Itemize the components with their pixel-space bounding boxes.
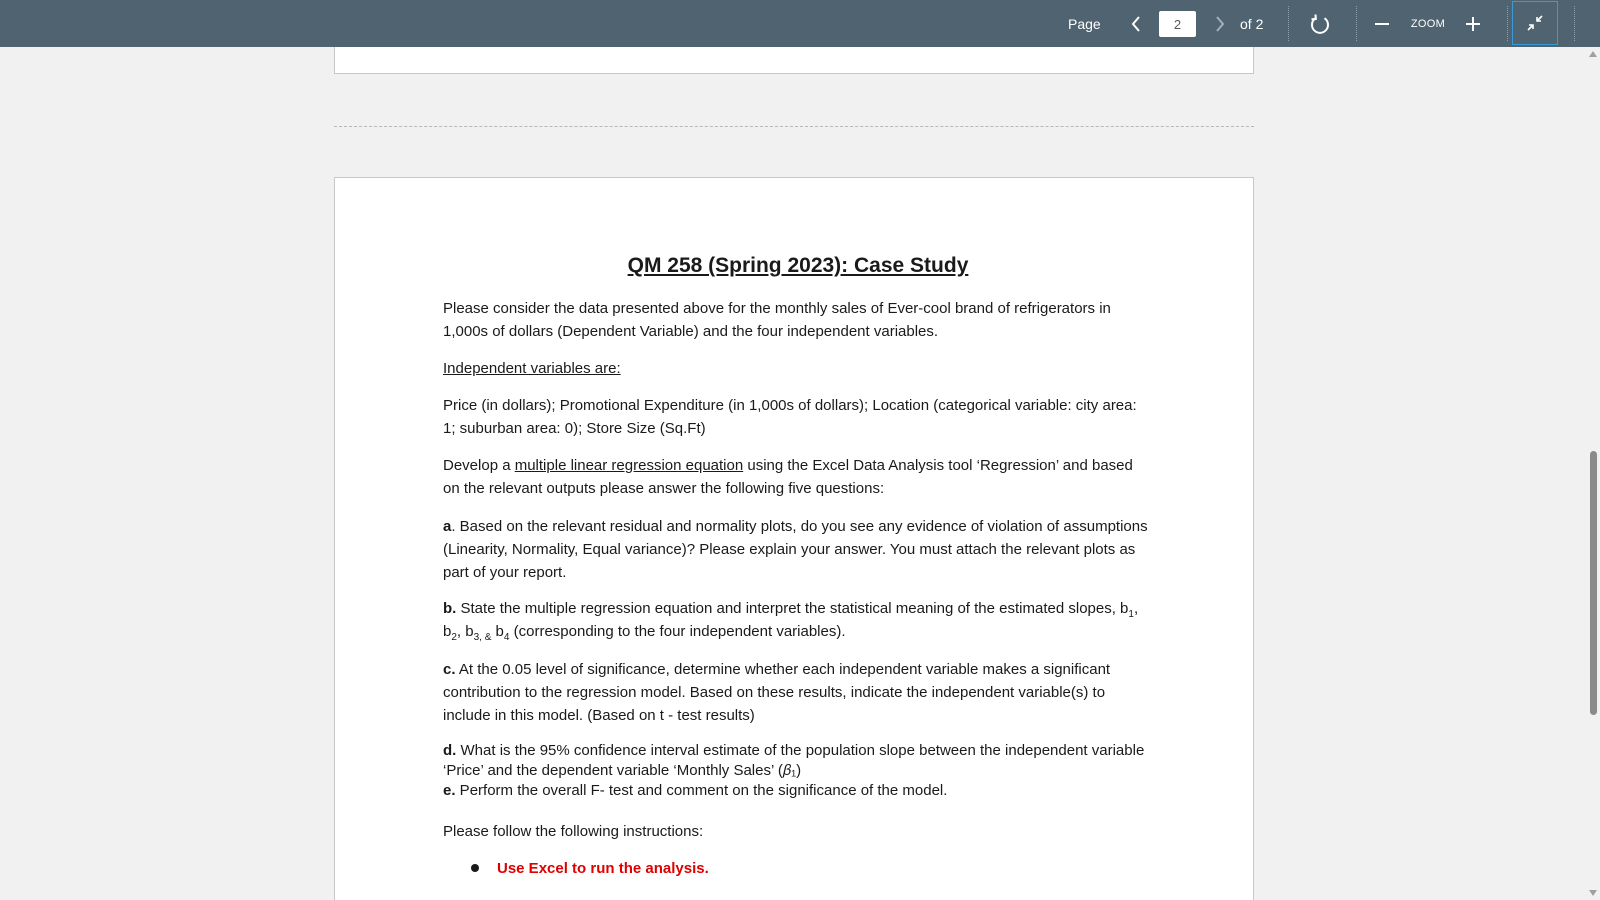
instruction-bullet-1: Use Excel to run the analysis. [497, 860, 709, 877]
pdf-toolbar [0, 0, 1600, 47]
scroll-up-arrow-icon[interactable] [1589, 51, 1597, 57]
toolbar-divider [1507, 6, 1508, 41]
chevron-right-icon [1214, 15, 1226, 33]
develop-paragraph: Develop a multiple linear regression equation using the Excel Data Analysis tool ‘Regression’ and based on the relevant outputs please answer the following five questions: [443, 457, 1133, 497]
document-viewer[interactable] [0, 47, 1586, 900]
question-b: b. State the multiple regression equation and interpret the statistical meaning of the estimated slopes, $b_1$, $b_2$, $b_{3, \&}$ $b_4$ (corresponding to the four independent variables). [443, 600, 1139, 643]
instructions-heading: Please follow the following instructions: [443, 823, 704, 840]
zoom-in-button[interactable] [1462, 0, 1484, 47]
chevron-left-icon [1130, 15, 1142, 33]
exit-fullscreen-icon [1526, 14, 1544, 32]
exit-fullscreen-button[interactable] [1512, 1, 1558, 45]
toolbar-divider [1356, 6, 1357, 41]
rotate-icon [1309, 13, 1331, 35]
page-separator [334, 126, 1254, 127]
zoom-label: ZOOM [1410, 17, 1446, 30]
regression-equation-text: multiple linear regression equation [514, 457, 744, 474]
rotate-button[interactable] [1306, 0, 1334, 47]
intro-paragraph: Please consider the data presented above for the monthly sales of Ever-cool brand of refrigerators in 1,000s of dollars (Dependent Variable) and the four independent variables. [443, 300, 1111, 340]
question-d: d. What is the 95% confidence interval estimate of the population slope between the independent variable ‘Price’ and the dependent variable ‘Monthly Sales’ (𝛽₁) [443, 742, 1145, 779]
bullet-point [471, 864, 479, 872]
document-title: QM 258 (Spring 2023): Case Study [627, 254, 969, 277]
zoom-out-button[interactable] [1371, 0, 1393, 47]
page-total-label: of 2 [1240, 15, 1264, 32]
prev-page-button[interactable] [1125, 0, 1147, 47]
next-page-button[interactable] [1209, 0, 1231, 47]
independent-variables-heading: Independent variables are: [443, 360, 621, 377]
document-page [334, 177, 1254, 900]
question-a: a. Based on the relevant residual and normality plots, do you see any evidence of violation of assumptions (Linearity, Normality, Equal variance)? Please explain your answer. You must attach the relevant plots as part of your report. [443, 518, 1148, 581]
scroll-down-arrow-icon[interactable] [1589, 890, 1597, 896]
vertical-scrollbar[interactable] [1586, 47, 1600, 900]
page-label: Page [1068, 15, 1101, 32]
page-number-input[interactable]: 2 [1159, 11, 1196, 37]
toolbar-divider [1574, 6, 1575, 41]
question-c: c. At the 0.05 level of significance, determine whether each independent variable makes a significant contribution to the regression model. Based on these results, indicate the independent variable(s) to include in this model. (Based on t - test results) [443, 661, 1111, 724]
plus-icon [1465, 16, 1481, 32]
minus-icon [1374, 16, 1390, 32]
scrollbar-thumb[interactable] [1590, 451, 1597, 715]
question-e: e. Perform the overall F- test and comment on the significance of the model. [443, 782, 948, 799]
independent-variables-list: Price (in dollars); Promotional Expenditure (in 1,000s of dollars); Location (categorical variable: city area: 1; suburban area: 0); Store Size (Sq.Ft) [443, 397, 1137, 437]
previous-page [334, 47, 1254, 74]
toolbar-divider [1288, 6, 1289, 41]
